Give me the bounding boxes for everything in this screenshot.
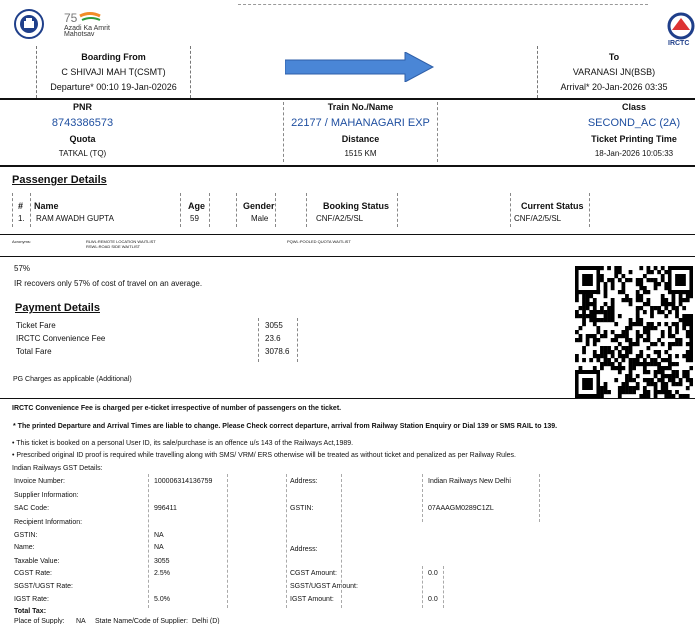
igst-amt-label: IGST Amount: <box>290 596 334 603</box>
fare-value: 3055 <box>265 321 283 330</box>
total-tax-label: Total Tax: <box>14 608 47 615</box>
r-address-label: Address: <box>290 546 318 553</box>
boarding-block <box>36 46 191 98</box>
boarding-label: Boarding From <box>81 52 146 62</box>
state-label: State Name/Code of Supplier: <box>95 618 188 624</box>
r-gstin-value: NA <box>154 532 164 539</box>
place-label: Place of Supply: <box>14 618 65 624</box>
acronym-pqwl: PQWL:POOLED QUOTA WAITLIST <box>287 239 351 244</box>
note-personal-id: • This ticket is booked on a personal User ID, its sale/purchase is an offence u/s 143 of the Railways Act,1989. <box>12 440 354 447</box>
row-age: 59 <box>190 214 199 223</box>
divider-4 <box>0 256 695 257</box>
pnr-label: PNR <box>72 102 92 112</box>
col-current: Current Status <box>521 201 584 211</box>
cell-line <box>12 193 16 227</box>
cgst-label: CGST Rate: <box>14 570 52 577</box>
note-personal-id-text: This ticket is booked on a personal User ID, its sale/purchase is an offence u/s 143 of the Railways Act,1989. <box>16 440 354 447</box>
sac-label: SAC Code: <box>14 505 50 512</box>
distance-label: Distance <box>341 134 380 144</box>
row-name: RAM AWADH GUPTA <box>36 214 114 223</box>
row-current: CNF/A2/5/SL <box>514 214 562 223</box>
railway-logo-icon <box>14 9 44 39</box>
igst-label: IGST Rate: <box>14 596 49 603</box>
cell-line <box>30 193 34 227</box>
col-name: Name <box>34 201 59 211</box>
quota-value: TATKAL (TQ) <box>58 149 107 158</box>
supplier-label: Supplier Information: <box>14 492 79 499</box>
row-booking: CNF/A2/5/SL <box>316 214 364 223</box>
state-value: Delhi (D) <box>192 618 220 624</box>
pnr-block <box>35 102 130 158</box>
destination-block <box>537 46 690 98</box>
top-dash <box>238 4 648 5</box>
gst-col-box <box>148 474 228 608</box>
cell-line <box>180 193 210 227</box>
gst-col-box <box>422 474 540 522</box>
address-value: Indian Railways New Delhi <box>428 478 511 485</box>
taxable-label: Taxable Value: <box>14 558 60 565</box>
irctc-logo <box>666 12 695 50</box>
cell-line <box>236 193 276 227</box>
note-id-proof: • Prescribed original ID proof is required while travelling along with SMS/ VRM/ ERS otherwise will be treated as without ticket and penalized as per Railway Rules. <box>12 452 516 459</box>
name-value: NA <box>154 544 164 551</box>
total-fare-label: Total Fare <box>16 347 52 356</box>
fare-box <box>258 318 298 362</box>
divider-5 <box>0 398 695 399</box>
train-value: 22177 / MAHANAGARI EXP <box>291 117 430 129</box>
distance-value: 1515 KM <box>344 149 377 158</box>
svg-text:75: 75 <box>64 11 78 25</box>
sgst-amt-label: SGST/UGST Amount: <box>290 583 358 590</box>
divider-1 <box>0 98 695 100</box>
taxable-value: 3055 <box>154 558 170 565</box>
address-label: Address: <box>290 478 318 485</box>
note-conv-fee: IRCTC Convenience Fee is charged per e-ticket irrespective of number of passengers on the ticket. <box>12 405 342 412</box>
arrival-time: Arrival* 20-Jan-2026 03:35 <box>560 82 668 92</box>
invoice-value: 100006314136759 <box>154 478 213 485</box>
col-age: Age <box>188 201 206 211</box>
note-timing: * The printed Departure and Arrival Times are liable to change. Please Check correct departure, arrival from Railway Station Enquiry or Dial 139 or SMS RAIL to 139. <box>13 423 558 430</box>
irctc-text: IRCTC <box>668 40 690 47</box>
cgst-amt-value: 0.0 <box>428 570 438 577</box>
journey-arrow-icon <box>285 52 435 87</box>
qr-code <box>575 266 693 398</box>
recovery-text: IR recovers only 57% of cost of travel on an average. <box>14 279 203 288</box>
cgst-amt-label: CGST Amount: <box>290 570 337 577</box>
cgst-value: 2.5% <box>154 570 170 577</box>
class-value: SECOND_AC (2A) <box>587 117 681 129</box>
class-label: Class <box>621 102 647 112</box>
gst-title: Indian Railways GST Details: <box>12 465 103 472</box>
gst-col-box <box>422 566 444 608</box>
divider-3 <box>0 234 695 235</box>
note-id-proof-text: Prescribed original ID proof is required while travelling along with SMS/ VRM/ ERS otherwise will be treated as without ticket and penalized as per Railway Rules. <box>16 452 516 459</box>
train-block <box>283 102 438 162</box>
gstin-value: 07AAAGM0289C1ZL <box>428 505 494 512</box>
gstin-label: GSTIN: <box>290 505 314 512</box>
sgst-label: SGST/UGST Rate: <box>14 583 73 590</box>
class-block <box>586 102 682 158</box>
fare-label: Ticket Fare <box>16 321 56 330</box>
col-booking: Booking Status <box>323 201 390 211</box>
from-station: C SHIVAJI MAH T(CSMT) <box>61 67 166 77</box>
acronyms-label: Acronyms: <box>12 239 31 244</box>
igst-value: 5.0% <box>154 596 170 603</box>
invoice-label: Invoice Number: <box>14 478 65 485</box>
azadi-text: Azadi Ka Amrit Mahotsav <box>64 25 110 38</box>
train-label: Train No./Name <box>327 102 394 112</box>
acronym-rswl: RSWL:ROAD SIDE WAITLIST <box>86 244 141 249</box>
row-num: 1. <box>18 214 25 223</box>
recipient-label: Recipient Information: <box>14 519 83 526</box>
cell-line <box>306 193 398 227</box>
sac-value: 996411 <box>154 505 177 512</box>
print-label: Ticket Printing Time <box>591 134 677 144</box>
conv-fee-label: IRCTC Convenience Fee <box>16 334 106 343</box>
total-fare-value: 3078.6 <box>265 347 290 356</box>
divider-2 <box>0 165 695 167</box>
pg-charges: PG Charges as applicable (Additional) <box>13 376 132 383</box>
quota-label: Quota <box>69 134 96 144</box>
to-label: To <box>608 52 620 62</box>
acronym-rlwl: RLWL:REMOTE LOCATION WAITLIST <box>86 239 156 244</box>
igst-amt-value: 0.0 <box>428 596 438 603</box>
col-gender: Gender <box>243 201 275 211</box>
to-station: VARANASI JN(BSB) <box>572 67 656 77</box>
r-gstin-label: GSTIN: <box>14 532 38 539</box>
col-num: # <box>18 201 24 211</box>
print-time: 18-Jan-2026 10:05:33 <box>594 149 674 158</box>
payment-title: Payment Details <box>15 302 100 314</box>
recovery-pct: 57% <box>14 264 31 273</box>
azadi-logo <box>62 10 118 42</box>
conv-fee-value: 23.6 <box>265 334 281 343</box>
name-label: Name: <box>14 544 35 551</box>
passenger-title: Passenger Details <box>12 174 107 186</box>
cell-line <box>510 193 590 227</box>
row-gender: Male <box>251 214 269 223</box>
pnr-value: 8743386573 <box>51 117 114 129</box>
place-value: NA <box>76 618 86 624</box>
gst-col-box <box>286 474 342 608</box>
departure-time: Departure* 00:10 19-Jan-02026 <box>50 82 177 92</box>
